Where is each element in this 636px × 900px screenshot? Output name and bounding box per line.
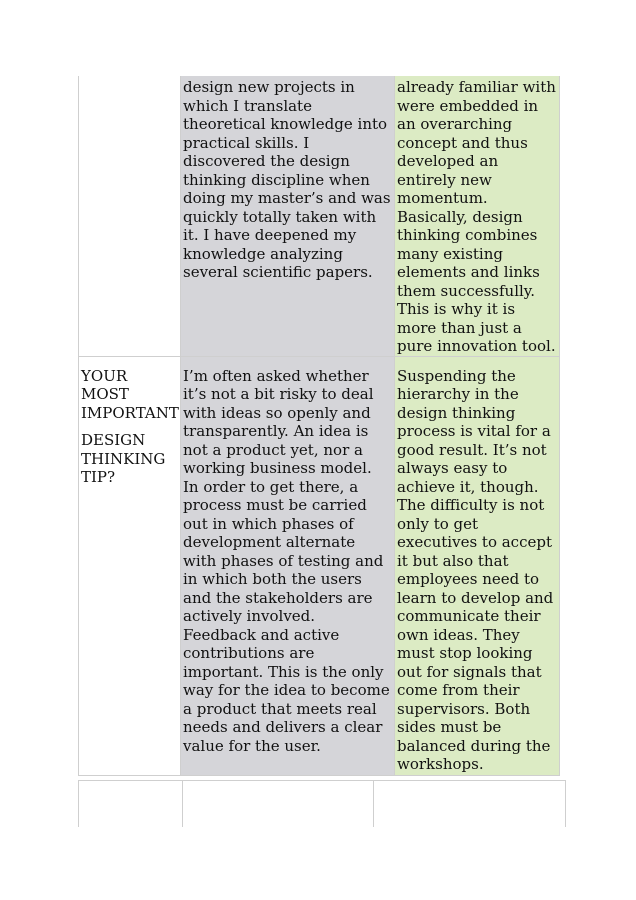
next-table (78, 780, 566, 827)
question-label-line: YOUR MOST (81, 366, 129, 403)
empty-cell (374, 781, 566, 828)
row-label-cell (79, 356, 181, 775)
row-label-cell (79, 76, 181, 356)
empty-cell (79, 781, 183, 828)
question-label-line: THINKING (81, 449, 166, 468)
label-spacer (81, 422, 178, 431)
answer-cell-grey: I’m often asked whether it’s not a bit risky to deal with ideas so openly and transparently. An idea is not a product yet, nor a working business model. In order to get there, a process must be carried out in which phases of development alternate with phases of testing and in which both the users and the stakeholders are actively involved. Feedback and active contributions are important. This is the only way for the idea to become a product that meets real needs and delivers a clear value for the user. (181, 356, 395, 775)
answer-cell-grey: design new projects in which I translate theoretical knowledge into practical skills. I discovered the design thinking discipline when doing my master’s and was quickly totally taken with it. I have deepened my knowledge analyzing several scientific papers. (181, 76, 395, 356)
question-label-line: DESIGN (81, 431, 146, 449)
answer-cell-green: Suspending the hierarchy in the design thinking process is vital for a good result. It’s not always easy to achieve it, though. The difficulty is not only to get executives to accept it but also that employees need to learn to develop and communicate their own ideas. They must stop looking out for signals that come from their supervisors. Both sides must be balanced during the workshops. (395, 356, 560, 775)
answer-cell-green: already familiar with were embedded in an overarching concept and thus developed an entirely new momentum. Basically, design thinking combines many existing elements and links them successfully. This is why it is more than just a pure innovation tool. (395, 76, 560, 356)
interview-table (78, 76, 560, 776)
table-row (79, 76, 560, 356)
table-row (79, 781, 566, 828)
question-label-line: TIP? (81, 468, 116, 486)
table-row (79, 356, 560, 775)
empty-cell (183, 781, 374, 828)
question-label-line: IMPORTANT (81, 403, 179, 422)
